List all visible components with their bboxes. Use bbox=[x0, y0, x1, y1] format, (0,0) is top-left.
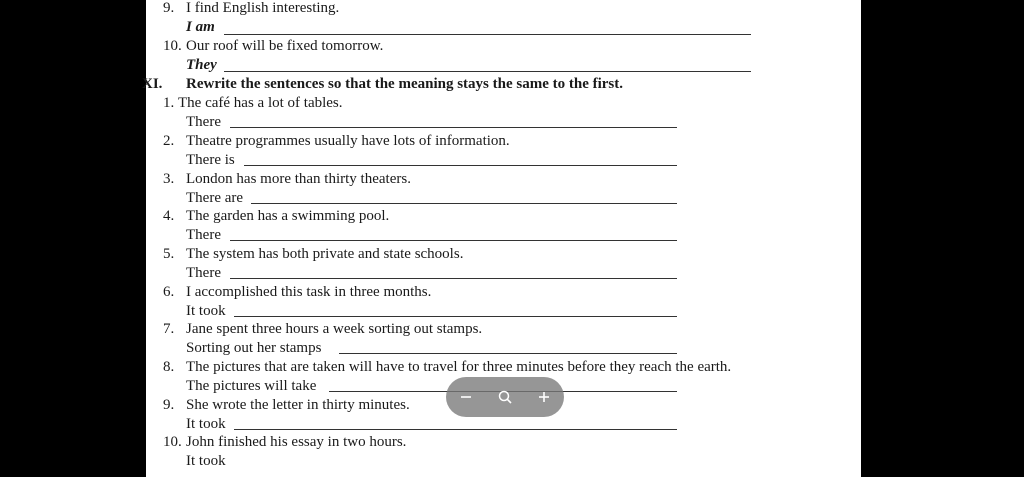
item-sentence: The garden has a swimming pool. bbox=[186, 208, 390, 224]
item-prompt: It took bbox=[186, 416, 226, 432]
item-prompt: There are bbox=[186, 190, 244, 206]
exercise-item-3 bbox=[163, 171, 411, 188]
zoom-reset-button[interactable] bbox=[490, 382, 520, 412]
item-number: 7. bbox=[163, 321, 175, 337]
answer-line[interactable] bbox=[224, 34, 751, 35]
exercise-item-5 bbox=[163, 246, 464, 263]
zoom-out-button[interactable] bbox=[451, 382, 481, 412]
prev-item-9 bbox=[163, 0, 340, 17]
answer-line[interactable] bbox=[234, 316, 677, 317]
prev-item-10-prompt: They bbox=[186, 57, 217, 73]
item-number: 10. bbox=[163, 434, 182, 450]
exercise-item-2 bbox=[163, 133, 510, 150]
item-number: 10. bbox=[163, 38, 182, 54]
item-prompt: It took bbox=[186, 453, 226, 469]
item-prompt: There bbox=[186, 227, 221, 243]
exercise-instruction: Rewrite the sentences so that the meaning stays the same to the first. bbox=[186, 76, 623, 92]
item-number: 6. bbox=[163, 284, 175, 300]
answer-line[interactable] bbox=[234, 429, 677, 430]
exercise-item-1 bbox=[163, 95, 343, 112]
item-sentence: The pictures that are taken will have to travel for three minutes before they reach the earth. bbox=[186, 359, 732, 375]
item-sentence: I find English interesting. bbox=[186, 0, 340, 16]
item-sentence: The café has a lot of tables. bbox=[178, 95, 343, 111]
exercise-item-4 bbox=[163, 208, 390, 225]
item-number: 8. bbox=[163, 359, 175, 375]
exercise-item-9 bbox=[163, 397, 410, 414]
answer-line[interactable] bbox=[224, 71, 751, 72]
item-prompt: There bbox=[186, 114, 221, 130]
exercise-roman-numeral: XI. bbox=[142, 76, 163, 92]
answer-line[interactable] bbox=[230, 240, 677, 241]
item-prompt: There is bbox=[186, 152, 235, 168]
item-sentence: London has more than thirty theaters. bbox=[186, 171, 411, 187]
item-sentence: Our roof will be fixed tomorrow. bbox=[186, 38, 384, 54]
answer-line[interactable] bbox=[244, 165, 677, 166]
exercise-item-8 bbox=[163, 359, 732, 376]
item-sentence: She wrote the letter in thirty minutes. bbox=[186, 397, 410, 413]
zoom-in-button[interactable] bbox=[529, 382, 559, 412]
item-sentence: Theatre programmes usually have lots of information. bbox=[186, 133, 510, 149]
minus-icon bbox=[459, 390, 473, 404]
item-number: 4. bbox=[163, 208, 175, 224]
item-sentence: I accomplished this task in three months. bbox=[186, 284, 432, 300]
item-prompt: There bbox=[186, 265, 221, 281]
item-sentence: John finished his essay in two hours. bbox=[186, 434, 407, 450]
answer-line[interactable] bbox=[230, 278, 677, 279]
answer-line[interactable] bbox=[230, 127, 677, 128]
answer-line[interactable] bbox=[339, 353, 677, 354]
prev-item-10 bbox=[163, 38, 384, 55]
item-prompt: Sorting out her stamps bbox=[186, 340, 322, 356]
item-number: 5. bbox=[163, 246, 175, 262]
prev-item-9-prompt: I am bbox=[186, 19, 215, 35]
item-prompt: The pictures will take bbox=[186, 378, 317, 394]
magnifier-icon bbox=[497, 389, 513, 405]
item-sentence: Jane spent three hours a week sorting out stamps. bbox=[186, 321, 483, 337]
plus-icon bbox=[537, 390, 551, 404]
item-number: 9. bbox=[163, 397, 175, 413]
item-number: 3. bbox=[163, 171, 175, 187]
item-prompt: It took bbox=[186, 303, 226, 319]
zoom-toolbar bbox=[446, 377, 564, 417]
item-number: 2. bbox=[163, 133, 175, 149]
item-number: 1. bbox=[163, 95, 175, 111]
answer-line[interactable] bbox=[251, 203, 677, 204]
exercise-item-7 bbox=[163, 321, 483, 338]
item-number: 9. bbox=[163, 0, 175, 16]
exercise-item-6 bbox=[163, 284, 432, 301]
exercise-item-10 bbox=[163, 434, 407, 451]
item-sentence: The system has both private and state schools. bbox=[186, 246, 464, 262]
